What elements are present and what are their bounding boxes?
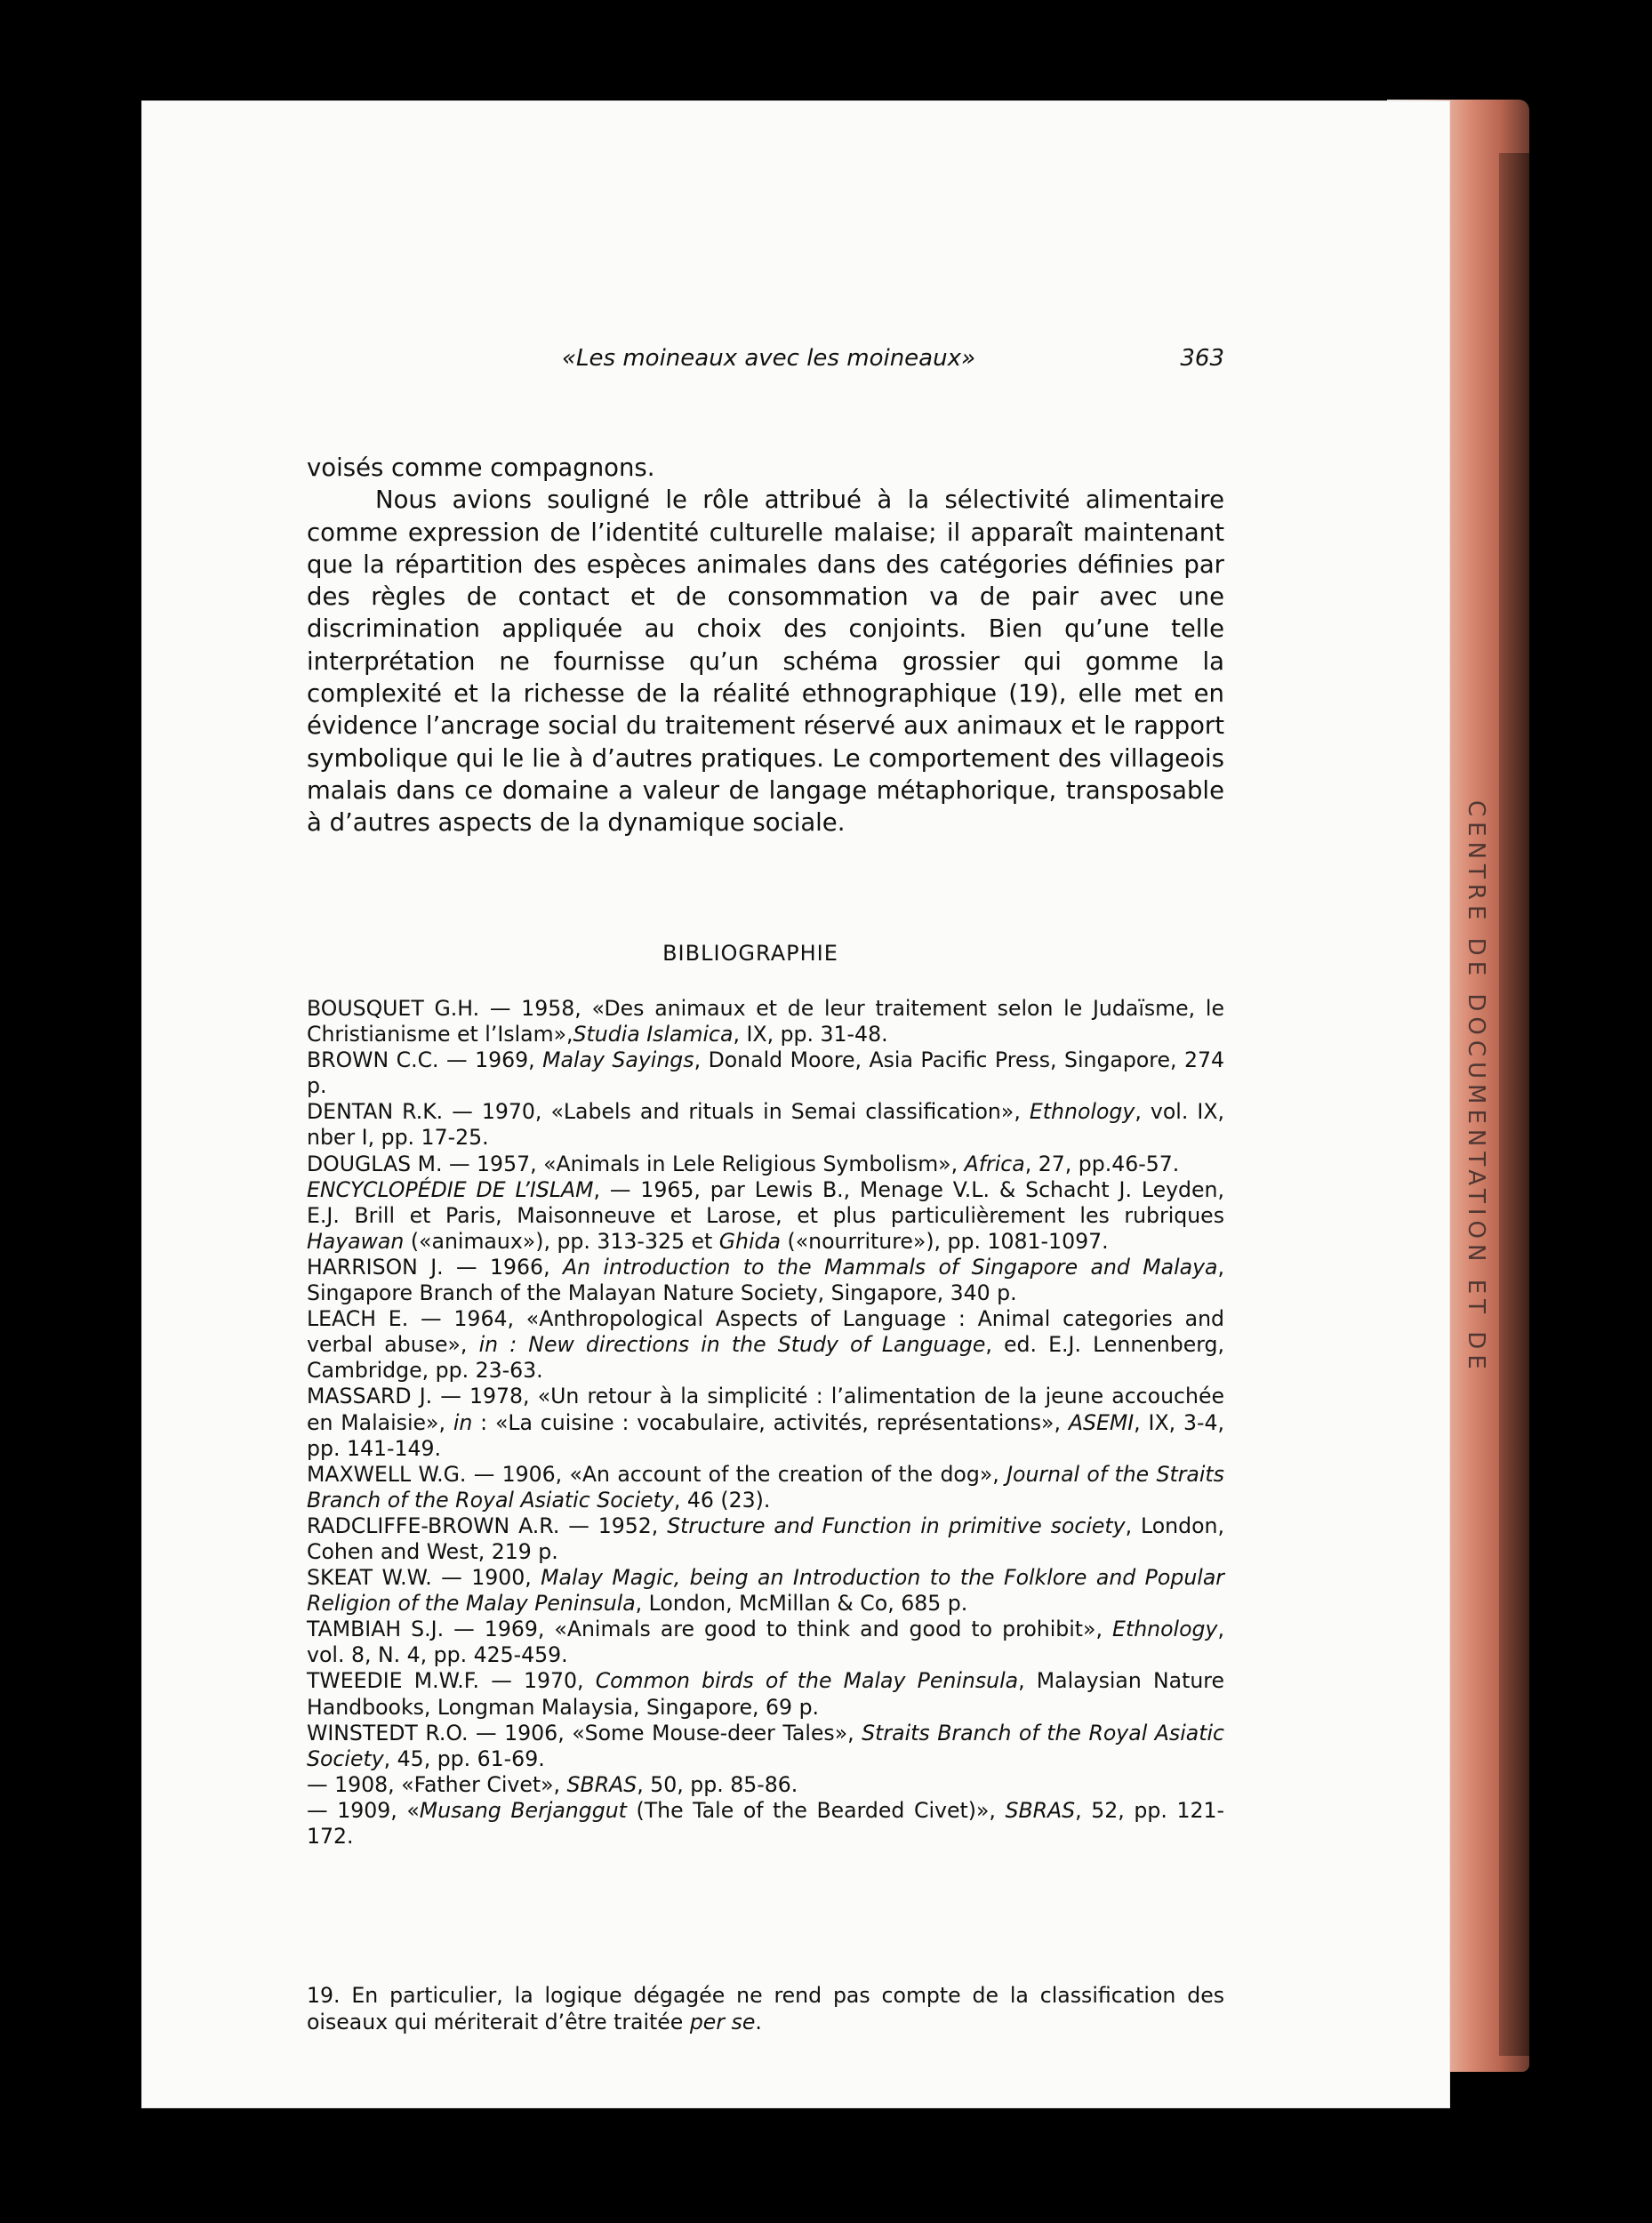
entry-title: SBRAS bbox=[560, 1771, 638, 1797]
entry-text: , Singapore Branch of the Malayan Nature Society, Singapore, 340 p. bbox=[307, 1254, 1225, 1306]
entry-title: Hayawan bbox=[307, 1228, 405, 1254]
entry-title: Journal of the Straits Branch of the Royal Asiatic Society bbox=[307, 1461, 1224, 1513]
entry-text: : «La cuisine : vocabulaire, activités, représentations», bbox=[472, 1409, 1069, 1435]
entry-text: MAXWELL W.G. — 1906, «An account of the creation of the dog», bbox=[307, 1461, 999, 1487]
entry-title: ENCYCLOPÉDIE DE L’ISLAM bbox=[307, 1176, 594, 1202]
entry-title: Straits Branch of the Royal Asiatic Society bbox=[307, 1720, 1224, 1771]
bibliography-entry bbox=[307, 1668, 1224, 1720]
entry-title: Structure and Function in primitive society bbox=[658, 1513, 1126, 1538]
bibliography-entry bbox=[307, 996, 1224, 1047]
entry-text: , — 1965, par Lewis B., Menage V.L. & Schacht J. Leyden, E.J. Brill et Paris, Maisonneuve et Larose, et plus particulièrement les rubriques bbox=[307, 1176, 1224, 1228]
bibliography-entry bbox=[307, 1306, 1224, 1384]
entry-text: , ed. E.J. Lennenberg, Cambridge, pp. 23-63. bbox=[307, 1332, 1224, 1384]
footnote-end: . bbox=[755, 2009, 762, 2034]
entry-title: Africa bbox=[958, 1151, 1025, 1176]
paragraph-continued: voisés comme compagnons. bbox=[307, 453, 655, 482]
running-title: «Les moineaux avec les moineaux» bbox=[562, 345, 976, 372]
bibliography-heading-label: BIBLIOGRAPHIE bbox=[662, 941, 838, 966]
entry-title: ASEMI bbox=[1068, 1409, 1135, 1435]
entry-text: BROWN C.C. — 1969, bbox=[307, 1047, 535, 1073]
entry-text: MASSARD J. — 1978, «Un retour à la simplicité : l’alimentation de la jeune accouchée en Malaisie», bbox=[307, 1384, 1224, 1435]
entry-title: SBRAS bbox=[1005, 1797, 1076, 1823]
entry-title: Studia Islamica bbox=[573, 1022, 734, 1047]
entry-text: LEACH E. — 1964, «Anthropological Aspects of Language : Animal categories and verbal abuse», bbox=[307, 1306, 1224, 1358]
entry-text: — 1908, «Father Civet», bbox=[307, 1771, 561, 1797]
entry-text: TWEEDIE M.W.F. — 1970, bbox=[307, 1668, 584, 1694]
entry-title: An introduction to the Mammals of Singapore and Malaya bbox=[549, 1254, 1218, 1280]
entry-text: RADCLIFFE-BROWN A.R. — 1952, bbox=[307, 1513, 659, 1538]
bibliography-entry bbox=[307, 1152, 1224, 1177]
entry-title: in bbox=[445, 1409, 473, 1435]
running-header bbox=[142, 345, 1449, 381]
entry-text: , 45, pp. 61-69. bbox=[383, 1745, 545, 1771]
entry-text: SKEAT W.W. — 1900, bbox=[307, 1565, 532, 1591]
bibliography-entry bbox=[307, 1255, 1224, 1306]
paragraph: Nous avions souligné le rôle attribué à la sélectivité alimentaire comme expression de l’identité culturelle malaise; il apparaît maintenant que la répartition des espèces animales dans des catégories définies par des règles de contact et de consommation va de pair avec une discrimination appliquée au choix des conjoints. Bien qu’une telle interprétation ne fournisse qu’un schéma grossier qui gomme la complexité et la richesse de la réalité ethnographique (19), elle met en évidence l’ancrage social du traitement réservé aux animaux et le rapport symbolique qui le lie à d’autres pratiques. Le comportement des villageois malais dans ce domaine a valeur de langage métaphorique, transposable à d’autres aspects de la dynamique sociale. bbox=[307, 486, 1224, 838]
bibliography-entry bbox=[307, 1099, 1224, 1151]
bleed-through-stamp: CENTRE DE DOCUMENTATION ET DE bbox=[1463, 800, 1489, 1375]
entry-text: , 46 (23). bbox=[673, 1487, 771, 1513]
footnote-italic: per se bbox=[689, 2009, 756, 2034]
entry-text: , London, McMillan & Co, 685 p. bbox=[635, 1591, 968, 1617]
entry-title: Common birds of the Malay Peninsula bbox=[583, 1668, 1019, 1694]
bibliography-entry bbox=[307, 1177, 1224, 1255]
entry-text: , 50, pp. 85-86. bbox=[637, 1771, 798, 1797]
bibliography-entry bbox=[307, 1798, 1224, 1850]
entry-text: («animaux»), pp. 313-325 et bbox=[404, 1228, 719, 1254]
entry-text: , IX, pp. 31-48. bbox=[733, 1022, 888, 1047]
entry-text: , vol. 8, N. 4, pp. 425-459. bbox=[307, 1617, 1224, 1668]
entry-title: in : New directions in the Study of Language bbox=[467, 1332, 986, 1358]
entry-title: Musang Berjanggut bbox=[419, 1797, 627, 1823]
entry-text: («nourriture»), pp. 1081-1097. bbox=[780, 1228, 1109, 1254]
entry-text: , vol. IX, nber I, pp. 17-25. bbox=[307, 1099, 1224, 1151]
entry-text: , 27, pp.46-57. bbox=[1024, 1151, 1180, 1176]
entry-text: , London, Cohen and West, 219 p. bbox=[307, 1513, 1224, 1564]
entry-title: Malay Magic, being an Introduction to the Folklore and Popular Religion of the Malay Peninsula bbox=[307, 1565, 1224, 1617]
bibliography-heading bbox=[142, 941, 1449, 966]
entry-text: DENTAN R.K. — 1970, «Labels and rituals in Semai classification», bbox=[307, 1099, 1021, 1125]
book-page bbox=[142, 101, 1449, 2107]
entry-title: Ghida bbox=[718, 1228, 781, 1254]
bibliography-entry bbox=[307, 1772, 1224, 1798]
bibliography-entry bbox=[307, 1565, 1224, 1617]
bibliography-entry bbox=[307, 1617, 1224, 1668]
bibliography-entry bbox=[307, 1462, 1224, 1513]
bibliography-entry bbox=[307, 1047, 1224, 1099]
entry-text: , Malaysian Nature Handbooks, Longman Malaysia, Singapore, 69 p. bbox=[307, 1668, 1225, 1720]
footnote-text: 19. En particulier, la logique dégagée ne rend pas compte de la classification des oiseaux qui mériterait d’être traitée bbox=[307, 1983, 1224, 2034]
entry-text: HARRISON J. — 1966, bbox=[307, 1254, 550, 1280]
bibliography-list bbox=[307, 996, 1224, 1850]
entry-title: Malay Sayings bbox=[534, 1047, 694, 1073]
footnote bbox=[307, 1983, 1224, 2036]
page-number: 363 bbox=[1180, 345, 1224, 372]
entry-text: — 1909, « bbox=[307, 1797, 420, 1823]
entry-title: Ethnology bbox=[1103, 1617, 1218, 1642]
entry-text: BOUSQUET G.H. — 1958, «Des animaux et de leur traitement selon le Judaïsme, le Christianisme et l’Islam», bbox=[307, 996, 1224, 1047]
body-text bbox=[307, 452, 1224, 839]
entry-text: WINSTEDT R.O. — 1906, «Some Mouse-deer Tales», bbox=[307, 1720, 854, 1745]
bibliography-entry bbox=[307, 1513, 1224, 1565]
bibliography-entry bbox=[307, 1384, 1224, 1461]
entry-text: , Donald Moore, Asia Pacific Press, Singapore, 274 p. bbox=[307, 1047, 1225, 1099]
entry-text: DOUGLAS M. — 1957, «Animals in Lele Religious Symbolism», bbox=[307, 1151, 958, 1176]
entry-text: , IX, 3-4, pp. 141-149. bbox=[307, 1409, 1224, 1461]
entry-text: , 52, pp. 121-172. bbox=[307, 1797, 1224, 1849]
entry-text: (The Tale of the Bearded Civet)», bbox=[626, 1797, 1006, 1823]
entry-title: Ethnology bbox=[1020, 1099, 1135, 1125]
entry-text: TAMBIAH S.J. — 1969, «Animals are good to think and good to prohibit», bbox=[307, 1617, 1103, 1642]
bibliography-entry bbox=[307, 1721, 1224, 1772]
